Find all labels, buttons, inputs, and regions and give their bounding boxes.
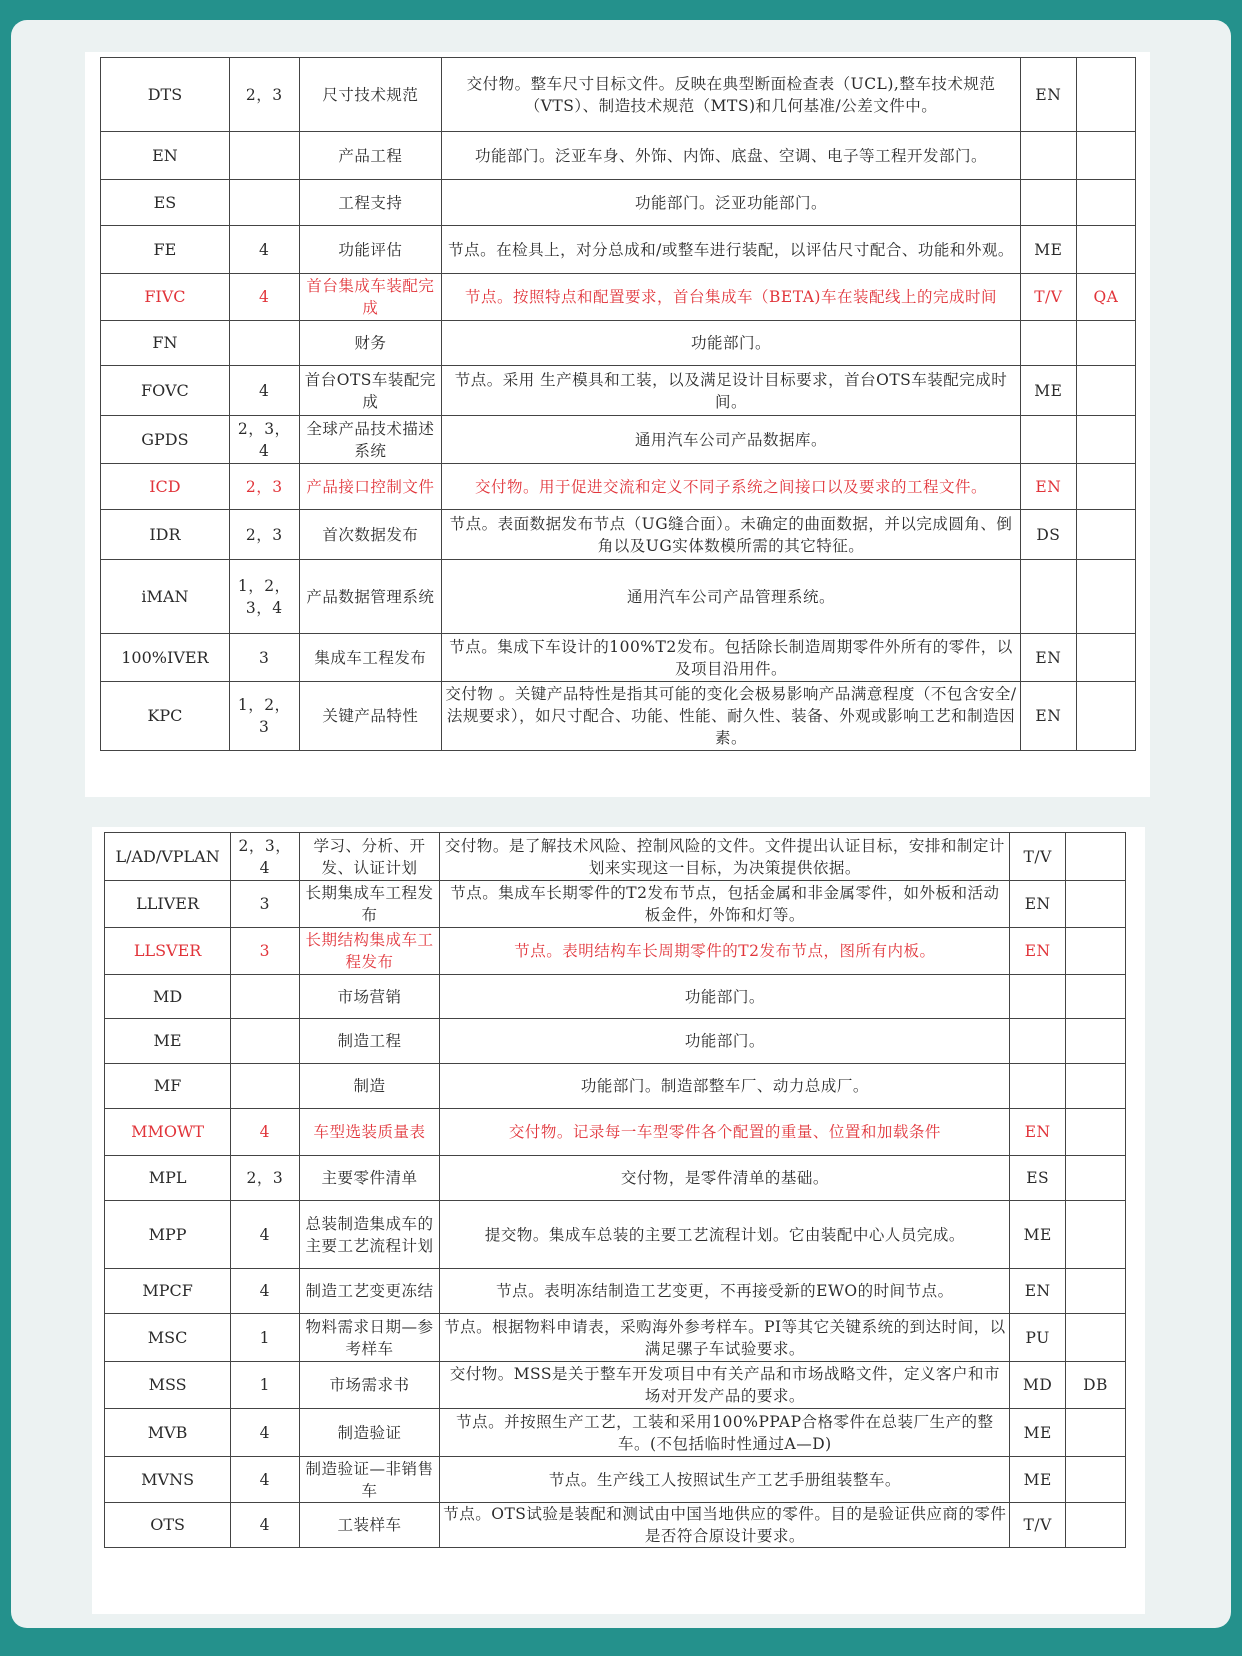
table-row (101, 510, 1136, 560)
table-image-top (85, 52, 1150, 797)
term-description: 节点。集成车长期零件的T2发布节点，包括金属和非金属零件，如外板和活动板金件，外饰和灯等。 (440, 881, 1010, 928)
term-description: 节点。按照特点和配置要求，首台集成车（BETA)车在装配线上的完成时间 (442, 274, 1021, 321)
term-abbr: 100%IVER (101, 634, 230, 682)
secondary-dept: QA (1076, 274, 1135, 321)
secondary-dept (1076, 58, 1135, 132)
secondary-dept (1076, 321, 1135, 366)
secondary-dept (1066, 1503, 1126, 1548)
term-description: 节点。根据物料申请表，采购海外参考样车。PI等其它关键系统的到达时间，以满足骡子车试验要求。 (440, 1314, 1010, 1362)
term-name: 产品数据管理系统 (299, 560, 442, 634)
term-name: 功能评估 (299, 226, 442, 274)
term-description: 节点。并按照生产工艺，工装和采用100%PPAP合格零件在总装厂生产的整车。(不包括临时性通过A—D) (440, 1409, 1010, 1457)
term-abbr: OTS (105, 1503, 231, 1548)
owner-dept (1020, 560, 1076, 634)
table-row (105, 1362, 1126, 1409)
term-description: 节点。采用 生产模具和工装，以及满足设计目标要求，首台OTS车装配完成时间。 (442, 366, 1021, 416)
phase-cell: 2，3，4 (231, 833, 299, 881)
secondary-dept (1066, 928, 1126, 975)
term-description: 功能部门。制造部整车厂、动力总成厂。 (440, 1064, 1010, 1109)
term-description: 功能部门。泛亚车身、外饰、内饰、底盘、空调、电子等工程开发部门。 (442, 132, 1021, 180)
table-row (105, 1019, 1126, 1064)
term-name: 首台集成车装配完成 (299, 274, 442, 321)
term-name: 集成车工程发布 (299, 634, 442, 682)
table-row (105, 1064, 1126, 1109)
term-name: 财务 (299, 321, 442, 366)
phase-cell: 4 (229, 226, 299, 274)
owner-dept (1020, 416, 1076, 464)
table-row (101, 180, 1136, 226)
secondary-dept (1076, 634, 1135, 682)
table-image-bottom (92, 827, 1145, 1614)
term-description: 节点。表面数据发布节点（UG缝合面）。未确定的曲面数据，并以完成圆角、倒角以及UG实体数模所需的其它特征。 (442, 510, 1021, 560)
table-row (105, 1156, 1126, 1201)
term-abbr: ME (105, 1019, 231, 1064)
owner-dept: DS (1020, 510, 1076, 560)
owner-dept: ME (1010, 1457, 1066, 1503)
phase-cell (231, 1019, 299, 1064)
term-abbr: MVNS (105, 1457, 231, 1503)
term-abbr: FN (101, 321, 230, 366)
secondary-dept (1066, 1019, 1126, 1064)
secondary-dept (1076, 366, 1135, 416)
secondary-dept (1066, 833, 1126, 881)
phase-cell: 4 (231, 1457, 299, 1503)
secondary-dept (1076, 510, 1135, 560)
phase-cell: 2，3，4 (229, 416, 299, 464)
owner-dept: EN (1020, 58, 1076, 132)
secondary-dept (1066, 1269, 1126, 1314)
table-row (101, 634, 1136, 682)
owner-dept: PU (1010, 1314, 1066, 1362)
secondary-dept (1066, 881, 1126, 928)
term-abbr: FE (101, 226, 230, 274)
term-name: 全球产品技术描述系统 (299, 416, 442, 464)
table-row (101, 132, 1136, 180)
secondary-dept (1066, 1409, 1126, 1457)
table-row (105, 928, 1126, 975)
term-name: 制造工程 (299, 1019, 440, 1064)
owner-dept: EN (1020, 464, 1076, 510)
term-description: 节点。OTS试验是装配和测试由中国当地供应的零件。目的是验证供应商的零件是否符合原设计要求。 (440, 1503, 1010, 1548)
term-description: 通用汽车公司产品管理系统。 (442, 560, 1021, 634)
term-abbr: ICD (101, 464, 230, 510)
owner-dept: EN (1010, 928, 1066, 975)
table-row (101, 560, 1136, 634)
term-description: 提交物。集成车总装的主要工艺流程计划。它由装配中心人员完成。 (440, 1201, 1010, 1269)
term-abbr: MD (105, 975, 231, 1019)
secondary-dept (1066, 975, 1126, 1019)
secondary-dept (1076, 132, 1135, 180)
term-name: 尺寸技术规范 (299, 58, 442, 132)
owner-dept: ME (1020, 226, 1076, 274)
owner-dept: ME (1010, 1201, 1066, 1269)
table-row (101, 226, 1136, 274)
term-abbr: GPDS (101, 416, 230, 464)
owner-dept: EN (1020, 634, 1076, 682)
table-row (101, 416, 1136, 464)
term-description: 节点。表明冻结制造工艺变更，不再接受新的EWO的时间节点。 (440, 1269, 1010, 1314)
secondary-dept (1066, 1201, 1126, 1269)
term-description: 功能部门。 (440, 975, 1010, 1019)
term-abbr: MPP (105, 1201, 231, 1269)
term-name: 长期结构集成车工程发布 (299, 928, 440, 975)
owner-dept (1010, 1064, 1066, 1109)
term-description: 功能部门。泛亚功能部门。 (442, 180, 1021, 226)
term-name: 学习、分析、开发、认证计划 (299, 833, 440, 881)
table-row (105, 1201, 1126, 1269)
term-description: 交付物。是了解技术风险、控制风险的文件。文件提出认证目标，安排和制定计划来实现这一目标，为决策提供依据。 (440, 833, 1010, 881)
table-row (105, 833, 1126, 881)
phase-cell: 1，2，3 (229, 682, 299, 751)
owner-dept (1010, 1019, 1066, 1064)
term-abbr: MPL (105, 1156, 231, 1201)
term-description: 节点。表明结构车长周期零件的T2发布节点，图所有内板。 (440, 928, 1010, 975)
term-name: 制造工艺变更冻结 (299, 1269, 440, 1314)
phase-cell (231, 975, 299, 1019)
term-description: 节点。生产线工人按照试生产工艺手册组装整车。 (440, 1457, 1010, 1503)
owner-dept (1020, 321, 1076, 366)
table-row (105, 1314, 1126, 1362)
owner-dept: EN (1010, 1269, 1066, 1314)
secondary-dept (1076, 464, 1135, 510)
owner-dept: ES (1010, 1156, 1066, 1201)
phase-cell: 4 (231, 1201, 299, 1269)
phase-cell: 3 (231, 881, 299, 928)
term-description: 交付物。用于促进交流和定义不同子系统之间接口以及要求的工程文件。 (442, 464, 1021, 510)
secondary-dept (1076, 682, 1135, 751)
term-description: 通用汽车公司产品数据库。 (442, 416, 1021, 464)
term-abbr: LLIVER (105, 881, 231, 928)
owner-dept: EN (1010, 1109, 1066, 1156)
term-name: 首台OTS车装配完成 (299, 366, 442, 416)
table-row (105, 1457, 1126, 1503)
owner-dept: EN (1010, 881, 1066, 928)
term-description: 交付物 。关键产品特性是指其可能的变化会极易影响产品满意程度（不包含安全/法规要求），如尺寸配合、功能、性能、耐久性、装备、外观或影响工艺和制造因素。 (442, 682, 1021, 751)
term-abbr: L/AD/VPLAN (105, 833, 231, 881)
phase-cell (229, 132, 299, 180)
secondary-dept: DB (1066, 1362, 1126, 1409)
term-abbr: iMAN (101, 560, 230, 634)
term-name: 车型选装质量表 (299, 1109, 440, 1156)
table-row (105, 1503, 1126, 1548)
phase-cell: 4 (229, 366, 299, 416)
owner-dept (1020, 180, 1076, 226)
secondary-dept (1076, 180, 1135, 226)
phase-cell: 3 (231, 928, 299, 975)
owner-dept: EN (1020, 682, 1076, 751)
term-abbr: EN (101, 132, 230, 180)
table-row (101, 682, 1136, 751)
term-abbr: KPC (101, 682, 230, 751)
phase-cell: 4 (231, 1409, 299, 1457)
term-name: 制造 (299, 1064, 440, 1109)
term-abbr: MMOWT (105, 1109, 231, 1156)
table-row (105, 975, 1126, 1019)
phase-cell (229, 180, 299, 226)
term-name: 关键产品特性 (299, 682, 442, 751)
table-row (101, 274, 1136, 321)
phase-cell: 4 (231, 1109, 299, 1156)
term-abbr: FOVC (101, 366, 230, 416)
term-name: 总装制造集成车的主要工艺流程计划 (299, 1201, 440, 1269)
secondary-dept (1076, 416, 1135, 464)
owner-dept: T/V (1010, 833, 1066, 881)
term-name: 物料需求日期—参考样车 (299, 1314, 440, 1362)
term-abbr: FIVC (101, 274, 230, 321)
table-row (105, 1109, 1126, 1156)
owner-dept: ME (1020, 366, 1076, 416)
phase-cell: 4 (231, 1269, 299, 1314)
term-name: 主要零件清单 (299, 1156, 440, 1201)
term-name: 制造验证—非销售车 (299, 1457, 440, 1503)
term-description: 功能部门。 (442, 321, 1021, 366)
term-abbr: MPCF (105, 1269, 231, 1314)
term-name: 市场需求书 (299, 1362, 440, 1409)
secondary-dept (1066, 1109, 1126, 1156)
phase-cell: 2，3 (229, 58, 299, 132)
term-name: 工装样车 (299, 1503, 440, 1548)
owner-dept (1010, 975, 1066, 1019)
phase-cell (229, 321, 299, 366)
term-abbr: MSS (105, 1362, 231, 1409)
phase-cell (231, 1064, 299, 1109)
table-row (101, 58, 1136, 132)
term-description: 节点。在检具上，对分总成和/或整车进行装配，以评估尺寸配合、功能和外观。 (442, 226, 1021, 274)
owner-dept: MD (1010, 1362, 1066, 1409)
glossary-table-2 (104, 832, 1126, 1548)
phase-cell: 4 (229, 274, 299, 321)
phase-cell: 1，2，3，4 (229, 560, 299, 634)
term-description: 节点。集成下车设计的100%T2发布。包括除长制造周期零件外所有的零件，以及项目沿用件。 (442, 634, 1021, 682)
term-abbr: LLSVER (105, 928, 231, 975)
phase-cell: 2，3 (229, 510, 299, 560)
term-description: 交付物。MSS是关于整车开发项目中有关产品和市场战略文件，定义客户和市场对开发产品的要求。 (440, 1362, 1010, 1409)
term-abbr: ES (101, 180, 230, 226)
secondary-dept (1076, 560, 1135, 634)
secondary-dept (1076, 226, 1135, 274)
table-row (101, 366, 1136, 416)
term-name: 首次数据发布 (299, 510, 442, 560)
secondary-dept (1066, 1457, 1126, 1503)
phase-cell: 2，3 (231, 1156, 299, 1201)
phase-cell: 1 (231, 1362, 299, 1409)
table-row (101, 464, 1136, 510)
term-abbr: MF (105, 1064, 231, 1109)
term-description: 交付物，是零件清单的基础。 (440, 1156, 1010, 1201)
table-row (105, 1409, 1126, 1457)
secondary-dept (1066, 1156, 1126, 1201)
phase-cell: 3 (229, 634, 299, 682)
secondary-dept (1066, 1064, 1126, 1109)
table-row (105, 1269, 1126, 1314)
secondary-dept (1066, 1314, 1126, 1362)
owner-dept: T/V (1020, 274, 1076, 321)
term-abbr: MVB (105, 1409, 231, 1457)
phase-cell: 1 (231, 1314, 299, 1362)
term-abbr: IDR (101, 510, 230, 560)
owner-dept: T/V (1010, 1503, 1066, 1548)
term-abbr: MSC (105, 1314, 231, 1362)
phase-cell: 2，3 (229, 464, 299, 510)
term-description: 功能部门。 (440, 1019, 1010, 1064)
phase-cell: 4 (231, 1503, 299, 1548)
term-name: 工程支持 (299, 180, 442, 226)
term-description: 交付物。记录每一车型零件各个配置的重量、位置和加载条件 (440, 1109, 1010, 1156)
owner-dept: ME (1010, 1409, 1066, 1457)
table-row (105, 881, 1126, 928)
term-name: 产品接口控制文件 (299, 464, 442, 510)
term-name: 长期集成车工程发布 (299, 881, 440, 928)
term-abbr: DTS (101, 58, 230, 132)
term-name: 市场营销 (299, 975, 440, 1019)
term-name: 制造验证 (299, 1409, 440, 1457)
term-name: 产品工程 (299, 132, 442, 180)
table-row (101, 321, 1136, 366)
term-description: 交付物。整车尺寸目标文件。反映在典型断面检查表（UCL),整车技术规范（VTS）、制造技术规范（MTS)和几何基准/公差文件中。 (442, 58, 1021, 132)
glossary-table-1 (100, 57, 1136, 751)
owner-dept (1020, 132, 1076, 180)
